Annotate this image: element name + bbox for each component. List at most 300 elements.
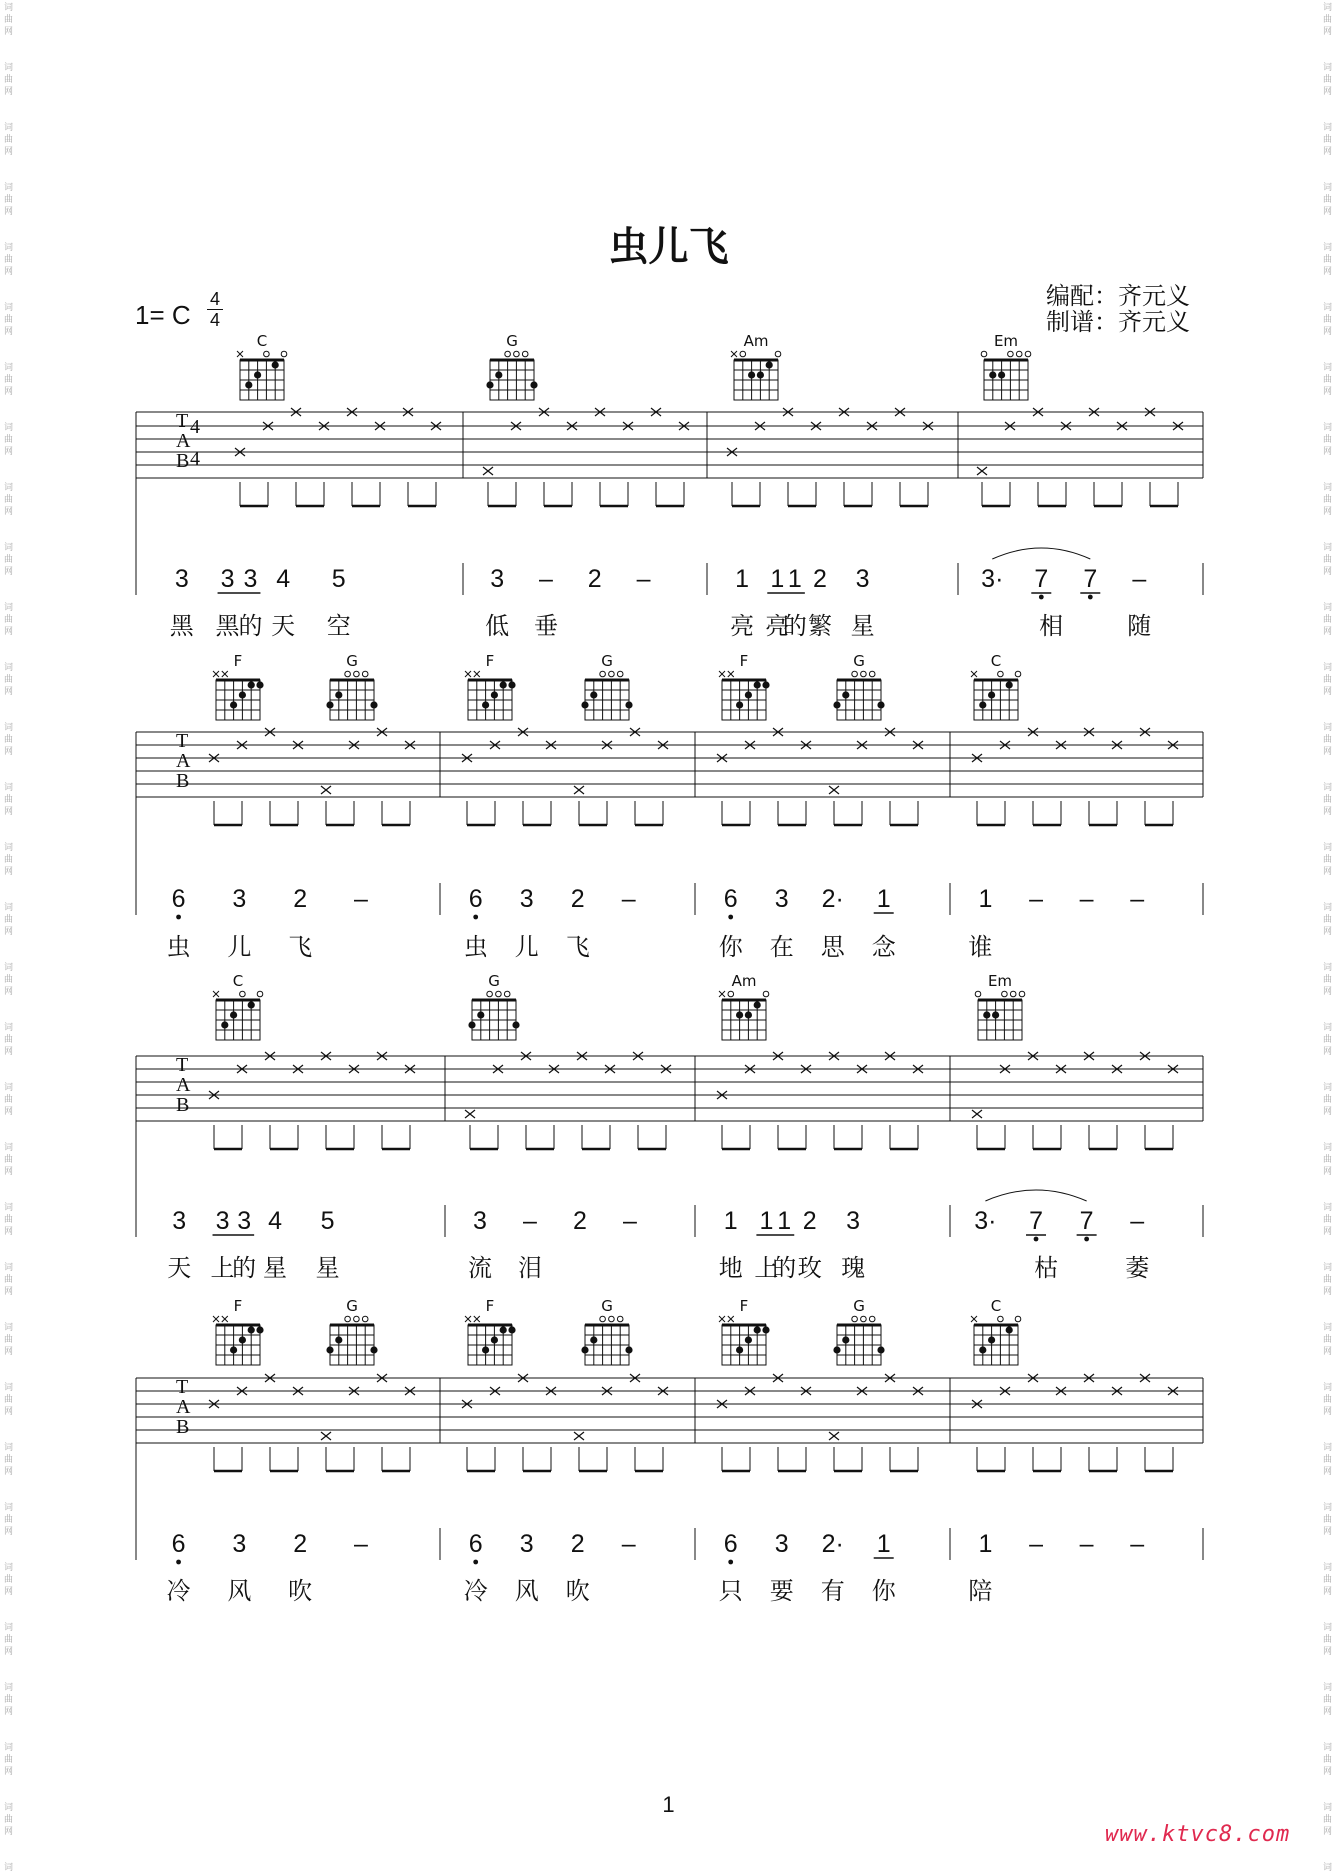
lyric-char: 流 [468, 1254, 492, 1282]
finger-dot [512, 1021, 519, 1028]
lyric-char: 亮 [730, 612, 755, 640]
jianpu-note: – [1079, 1530, 1094, 1558]
svg-text:曲: 曲 [4, 795, 14, 805]
svg-text:词: 词 [1323, 783, 1333, 793]
svg-text:曲: 曲 [4, 1695, 14, 1705]
jianpu-note: 2· [821, 885, 844, 913]
svg-text:网: 网 [1323, 1827, 1333, 1837]
svg-text:曲: 曲 [1323, 615, 1333, 625]
svg-text:网: 网 [4, 747, 14, 757]
lyric-char: 的 [782, 612, 807, 640]
jianpu-note: 1 [735, 565, 750, 593]
svg-text:网: 网 [4, 1047, 14, 1057]
finger-dot [754, 1001, 761, 1008]
svg-text:曲: 曲 [4, 1575, 14, 1585]
chord-name: F [485, 652, 495, 670]
finger-dot [736, 701, 743, 708]
svg-text:网: 网 [4, 147, 14, 157]
lyric-char: 瑰 [841, 1254, 866, 1282]
svg-text:网: 网 [4, 687, 14, 697]
lyric-char: 萎 [1125, 1254, 1150, 1282]
jianpu-note: 1 [723, 1207, 738, 1235]
lyric-char: 随 [1127, 612, 1152, 640]
svg-text:词: 词 [1323, 1683, 1333, 1693]
lyric-char: 垂 [533, 612, 558, 640]
svg-text:词: 词 [4, 903, 14, 913]
chord-name: G [853, 1297, 865, 1315]
finger-dot [736, 1346, 743, 1353]
svg-text:曲: 曲 [1323, 855, 1333, 865]
svg-text:网: 网 [1323, 927, 1333, 937]
svg-text:词: 词 [4, 1203, 14, 1213]
jianpu-note: 1 [770, 565, 785, 593]
svg-text:词: 词 [4, 1263, 14, 1273]
svg-text:曲: 曲 [4, 1515, 14, 1525]
chord-name: G [506, 332, 518, 350]
tab-clef-letter: B [176, 1094, 190, 1116]
lyric-char: 有 [820, 1577, 845, 1605]
jianpu-note: 3 [220, 565, 235, 593]
jianpu-note: – [1029, 885, 1043, 913]
svg-text:词: 词 [4, 63, 14, 73]
jianpu-note: 1 [876, 1530, 891, 1558]
svg-text:网: 网 [1323, 147, 1333, 157]
tie-arc [985, 1190, 1086, 1201]
svg-text:网: 网 [4, 1287, 14, 1297]
jianpu-note: 6 [468, 1530, 483, 1558]
octave-dot [473, 1560, 478, 1565]
jianpu-note: 1 [978, 1530, 993, 1558]
svg-text:网: 网 [1323, 87, 1333, 97]
svg-text:词: 词 [1323, 3, 1333, 13]
lyric-char: 谁 [968, 933, 993, 961]
tab-clef-letter: T [176, 1054, 189, 1076]
jianpu-note: 3 [172, 1207, 187, 1235]
tab-clef-letter: T [176, 410, 189, 432]
svg-text:网: 网 [4, 387, 14, 397]
finger-dot [745, 691, 752, 698]
svg-text:网: 网 [1323, 327, 1333, 337]
svg-text:网: 网 [1323, 1467, 1333, 1477]
tab-clef-letter: A [176, 750, 191, 772]
svg-text:曲: 曲 [4, 975, 14, 985]
jianpu-note: 2 [293, 885, 308, 913]
finger-dot [500, 1326, 507, 1333]
svg-text:网: 网 [4, 507, 14, 517]
jianpu-note: 6 [171, 1530, 186, 1558]
svg-text:曲: 曲 [1323, 1515, 1333, 1525]
chord-name: F [485, 1297, 495, 1315]
finger-dot [842, 1336, 849, 1343]
svg-text:曲: 曲 [1323, 915, 1333, 925]
finger-dot [757, 371, 764, 378]
chord-diagram-g [833, 671, 884, 720]
chord-diagram-em [975, 991, 1025, 1040]
svg-text:曲: 曲 [1323, 1215, 1333, 1225]
chord-name: F [739, 652, 749, 670]
svg-text:网: 网 [4, 1167, 14, 1177]
svg-text:网: 网 [1323, 1587, 1333, 1597]
finger-dot [590, 691, 597, 698]
octave-dot [1084, 1237, 1089, 1242]
chord-diagram-g [468, 991, 519, 1040]
svg-text:词: 词 [1323, 303, 1333, 313]
svg-text:词: 词 [1323, 1803, 1333, 1813]
svg-text:词: 词 [4, 543, 14, 553]
svg-text:网: 网 [1323, 1047, 1333, 1057]
svg-text:曲: 曲 [4, 315, 14, 325]
svg-text:词: 词 [4, 3, 14, 13]
lyric-char: 儿 [514, 933, 539, 961]
svg-text:词: 词 [1323, 723, 1333, 733]
svg-text:网: 网 [1323, 1407, 1333, 1417]
svg-text:网: 网 [4, 927, 14, 937]
lyric-char: 要 [769, 1577, 794, 1605]
svg-text:词: 词 [4, 1863, 14, 1871]
svg-text:网: 网 [1323, 1227, 1333, 1237]
svg-text:词: 词 [1323, 1383, 1333, 1393]
chord-name: F [739, 1297, 749, 1315]
jianpu-note: 4 [268, 1207, 282, 1235]
svg-text:词: 词 [4, 1563, 14, 1573]
svg-text:曲: 曲 [1323, 795, 1333, 805]
jianpu-note: 6 [723, 1530, 738, 1558]
finger-dot [762, 1326, 769, 1333]
svg-text:曲: 曲 [4, 1455, 14, 1465]
finger-dot [245, 381, 252, 388]
svg-text:词: 词 [1323, 1143, 1333, 1153]
svg-text:词: 词 [4, 1323, 14, 1333]
svg-text:曲: 曲 [1323, 1755, 1333, 1765]
finger-dot [508, 1326, 515, 1333]
svg-text:曲: 曲 [4, 195, 14, 205]
finger-dot [625, 1346, 632, 1353]
svg-text:曲: 曲 [4, 735, 14, 745]
chord-diagram-f [719, 671, 770, 720]
svg-text:曲: 曲 [1323, 135, 1333, 145]
transcriber-credit: 制谱：齐元义 [1046, 308, 1190, 336]
chord-name: G [488, 972, 500, 990]
svg-text:曲: 曲 [4, 555, 14, 565]
jianpu-note: 3 [519, 1530, 534, 1558]
lyric-char: 相 [1039, 612, 1064, 640]
svg-text:曲: 曲 [1323, 735, 1333, 745]
jianpu-note: 2 [573, 1207, 587, 1235]
jianpu-note: 1 [777, 1207, 792, 1235]
svg-text:词: 词 [1323, 1503, 1333, 1513]
lyric-char: 枯 [1034, 1254, 1059, 1282]
svg-text:网: 网 [1323, 207, 1333, 217]
svg-text:网: 网 [4, 1527, 14, 1537]
lyric-char: 思 [820, 933, 845, 961]
svg-text:网: 网 [4, 807, 14, 817]
chord-name: F [233, 1297, 243, 1315]
lyric-char: 在 [769, 933, 794, 961]
jianpu-note: 2· [821, 1530, 844, 1558]
jianpu-note: 7 [1034, 565, 1049, 593]
finger-dot [745, 1336, 752, 1343]
chord-diagram-f [465, 1316, 516, 1365]
svg-text:曲: 曲 [4, 915, 14, 925]
finger-dot [272, 361, 279, 368]
jianpu-note: – [1132, 565, 1147, 593]
chord-diagram-g [581, 1316, 632, 1365]
lyric-char: 星 [263, 1254, 288, 1282]
svg-text:词: 词 [1323, 123, 1333, 133]
finger-dot [248, 681, 255, 688]
chord-diagram-g [833, 1316, 884, 1365]
jianpu-note: 1 [759, 1207, 774, 1235]
finger-dot [877, 701, 884, 708]
finger-dot [992, 1011, 999, 1018]
svg-text:网: 网 [4, 1467, 14, 1477]
svg-text:词: 词 [4, 1383, 14, 1393]
svg-text:曲: 曲 [4, 1275, 14, 1285]
lyric-char: 陪 [968, 1577, 993, 1605]
chord-name: G [853, 652, 865, 670]
jianpu-note: – [354, 1530, 368, 1558]
svg-text:词: 词 [1323, 663, 1333, 673]
svg-text:曲: 曲 [4, 15, 14, 25]
finger-dot [979, 701, 986, 708]
lyric-char: 空 [326, 612, 351, 640]
svg-text:词: 词 [4, 1803, 14, 1813]
svg-text:词: 词 [4, 483, 14, 493]
svg-text:词: 词 [1323, 1203, 1333, 1213]
svg-text:网: 网 [1323, 987, 1333, 997]
jianpu-note: – [1130, 1207, 1145, 1235]
svg-text:曲: 曲 [4, 435, 14, 445]
chord-name: G [346, 1297, 358, 1315]
svg-text:词: 词 [4, 783, 14, 793]
jianpu-note: 3 [855, 565, 870, 593]
finger-dot [842, 691, 849, 698]
finger-dot [877, 1346, 884, 1353]
lyric-char: 亮 [765, 612, 790, 640]
finger-dot [239, 1336, 246, 1343]
finger-dot [477, 1011, 484, 1018]
svg-text:网: 网 [1323, 387, 1333, 397]
svg-text:曲: 曲 [1323, 1035, 1333, 1045]
finger-dot [491, 691, 498, 698]
svg-text:词: 词 [1323, 1263, 1333, 1273]
lyric-char: 虫 [463, 933, 488, 961]
lyric-char: 天 [167, 1254, 192, 1282]
svg-text:词: 词 [4, 1023, 14, 1033]
svg-text:曲: 曲 [4, 1635, 14, 1645]
lyric-char: 念 [871, 933, 896, 961]
svg-text:曲: 曲 [1323, 1095, 1333, 1105]
svg-text:曲: 曲 [1323, 315, 1333, 325]
chord-diagram-f [213, 671, 264, 720]
tab-clef-letter: A [176, 1074, 191, 1096]
svg-text:网: 网 [4, 1587, 14, 1597]
lyric-char: 的 [772, 1254, 797, 1282]
chord-name: C [232, 972, 244, 990]
lyric-char: 低 [485, 612, 510, 640]
jianpu-note: 3 [774, 885, 789, 913]
svg-text:网: 网 [1323, 1527, 1333, 1537]
svg-text:曲: 曲 [4, 855, 14, 865]
svg-text:曲: 曲 [4, 615, 14, 625]
finger-dot [486, 381, 493, 388]
lyric-char: 虫 [166, 933, 191, 961]
svg-text:曲: 曲 [1323, 675, 1333, 685]
octave-dot [728, 915, 733, 920]
chord-name: G [601, 652, 613, 670]
finger-dot [248, 1326, 255, 1333]
chord-name: F [233, 652, 243, 670]
svg-text:网: 网 [4, 1647, 14, 1657]
svg-text:词: 词 [1323, 183, 1333, 193]
finger-dot [590, 1336, 597, 1343]
svg-text:网: 网 [4, 207, 14, 217]
finger-dot [491, 1336, 498, 1343]
chord-diagram-g [581, 671, 632, 720]
jianpu-note: – [1079, 885, 1094, 913]
lyric-char: 星 [315, 1254, 340, 1282]
svg-text:曲: 曲 [1323, 15, 1333, 25]
svg-text:曲: 曲 [4, 1755, 14, 1765]
finger-dot [256, 681, 263, 688]
chord-diagram-f [213, 1316, 264, 1365]
finger-dot [326, 701, 333, 708]
svg-text:网: 网 [1323, 507, 1333, 517]
svg-text:词: 词 [4, 1503, 14, 1513]
chord-name: G [346, 652, 358, 670]
svg-text:词: 词 [4, 363, 14, 373]
svg-text:曲: 曲 [1323, 1275, 1333, 1285]
svg-text:网: 网 [4, 447, 14, 457]
finger-dot [230, 701, 237, 708]
jianpu-note: 1 [876, 885, 891, 913]
chord-name: C [256, 332, 268, 350]
svg-text:曲: 曲 [1323, 195, 1333, 205]
key-signature: 1= C [135, 300, 191, 330]
finger-dot [745, 1011, 752, 1018]
finger-dot [748, 371, 755, 378]
svg-text:词: 词 [1323, 1323, 1333, 1333]
lyric-char: 的 [238, 612, 263, 640]
finger-dot [754, 1326, 761, 1333]
lyric-char: 飞 [565, 933, 590, 961]
jianpu-note: 2 [802, 1207, 817, 1235]
site-watermark: www.ktvc8.com [1105, 1822, 1291, 1847]
lyric-char: 你 [871, 1577, 896, 1605]
chord-name: C [990, 652, 1002, 670]
finger-dot [239, 691, 246, 698]
finger-dot [989, 371, 996, 378]
tab-time-signature-bottom: 4 [190, 448, 200, 470]
svg-text:曲: 曲 [1323, 1695, 1333, 1705]
svg-text:词: 词 [1323, 1563, 1333, 1573]
svg-text:词: 词 [1323, 363, 1333, 373]
svg-text:网: 网 [4, 87, 14, 97]
svg-text:曲: 曲 [4, 255, 14, 265]
chord-name: Am [743, 332, 769, 350]
svg-text:网: 网 [4, 1227, 14, 1237]
tie-arc [992, 548, 1090, 559]
svg-text:曲: 曲 [4, 75, 14, 85]
svg-text:网: 网 [1323, 1347, 1333, 1357]
svg-text:曲: 曲 [4, 375, 14, 385]
svg-text:词: 词 [4, 1083, 14, 1093]
svg-text:词: 词 [4, 423, 14, 433]
jianpu-note: – [1130, 885, 1145, 913]
svg-text:词: 词 [4, 723, 14, 733]
chord-diagram-f [719, 1316, 770, 1365]
finger-dot [736, 1011, 743, 1018]
svg-text:词: 词 [1323, 1443, 1333, 1453]
jianpu-note: 3· [974, 1207, 997, 1235]
svg-text:网: 网 [1323, 687, 1333, 697]
lyric-char: 冷 [166, 1577, 191, 1605]
finger-dot [230, 1346, 237, 1353]
chord-diagram-am [719, 991, 769, 1040]
chord-name: G [601, 1297, 613, 1315]
lyric-char: 上 [754, 1254, 779, 1282]
chord-name: C [990, 1297, 1002, 1315]
jianpu-note: 2 [812, 565, 827, 593]
svg-text:网: 网 [4, 1827, 14, 1837]
octave-dot [176, 915, 181, 920]
time-signature-denominator: 4 [209, 310, 220, 330]
lyric-char: 的 [232, 1254, 257, 1282]
finger-dot [833, 1346, 840, 1353]
chord-diagram-g [486, 351, 537, 400]
finger-dot [625, 701, 632, 708]
svg-text:曲: 曲 [4, 1095, 14, 1105]
finger-dot [468, 1021, 475, 1028]
tab-clef-letter: A [176, 1396, 191, 1418]
jianpu-note: 1 [787, 565, 802, 593]
svg-text:网: 网 [4, 1407, 14, 1417]
svg-text:网: 网 [4, 627, 14, 637]
chord-name: Em [987, 972, 1013, 990]
svg-text:网: 网 [1323, 747, 1333, 757]
lyric-char: 星 [850, 612, 875, 640]
svg-text:网: 网 [1323, 567, 1333, 577]
lyric-char: 吹 [288, 1577, 313, 1605]
lyric-char: 飞 [288, 933, 313, 961]
lyric-char: 玫 [797, 1254, 822, 1282]
svg-text:网: 网 [4, 1767, 14, 1777]
finger-dot [998, 371, 1005, 378]
jianpu-note: 7 [1029, 1207, 1043, 1235]
svg-text:网: 网 [1323, 627, 1333, 637]
svg-text:曲: 曲 [4, 1035, 14, 1045]
jianpu-note: 4 [276, 565, 291, 593]
jianpu-note: 3 [473, 1207, 487, 1235]
finger-dot [335, 1336, 342, 1343]
svg-text:词: 词 [1323, 63, 1333, 73]
page-title: 虫儿飞 [608, 224, 729, 270]
svg-text:词: 词 [4, 1623, 14, 1633]
finger-dot [230, 1011, 237, 1018]
jianpu-note: 3 [237, 1207, 252, 1235]
svg-text:曲: 曲 [4, 675, 14, 685]
jianpu-note: 2 [570, 1530, 585, 1558]
tab-clef-letter: A [176, 430, 191, 452]
tab-clef-letter: B [176, 770, 190, 792]
finger-dot [508, 681, 515, 688]
jianpu-note: 6 [468, 885, 483, 913]
svg-text:曲: 曲 [4, 135, 14, 145]
svg-text:词: 词 [1323, 1863, 1333, 1871]
svg-text:曲: 曲 [1323, 255, 1333, 265]
jianpu-note: 2 [587, 565, 602, 593]
finger-dot [833, 701, 840, 708]
